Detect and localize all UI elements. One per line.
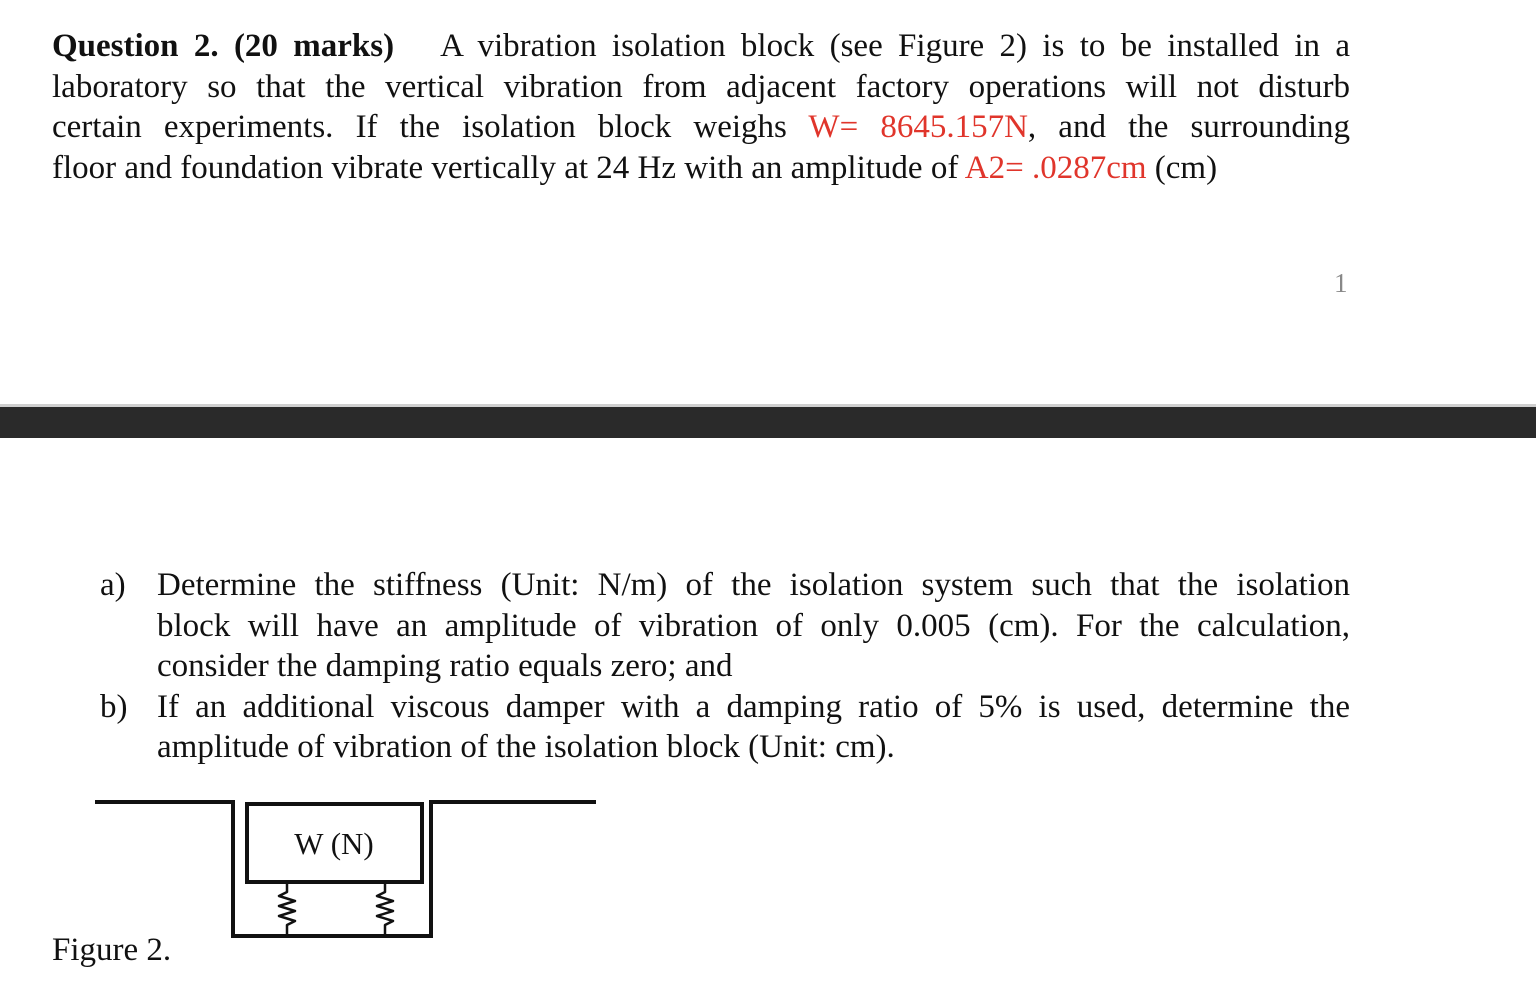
question-line-4-pre: floor and foundation vibrate vertically at 24 Hz with an amplitude of (52, 149, 959, 186)
spring-icon (279, 884, 295, 936)
part-a (100, 565, 1350, 687)
part-a-line: block will have an amplitude of vibration of only 0.005 (cm). For the calculation, (157, 607, 1350, 644)
page-number: 1 (1334, 268, 1348, 298)
amplitude-value: A2= .0287cm (964, 149, 1147, 186)
question-line-1 (52, 26, 1350, 67)
part-b-text (157, 687, 1350, 768)
question-line-3 (52, 107, 1350, 148)
part-b-marker: b) (100, 688, 128, 725)
question-line-4 (52, 148, 1350, 189)
part-b (100, 687, 1350, 768)
question-line-4-post: (cm) (1154, 149, 1218, 186)
part-b-line: If an additional viscous damper with a damping ratio of 5% is used, determine the (157, 688, 1350, 725)
question-paragraph (52, 26, 1350, 188)
question-line-1-text: A vibration isolation block (see Figure 2) is to be installed in a (440, 28, 1350, 64)
spring-icon (377, 884, 393, 936)
figure-caption: Figure 2. (52, 932, 172, 968)
figure-2-diagram (0, 780, 640, 950)
block-label: W (N) (294, 826, 374, 861)
part-a-line: Determine the stiffness (Unit: N/m) of the isolation system such that the isolation (157, 567, 1350, 603)
question-line-3-pre: certain experiments. If the isolation block weighs (52, 109, 787, 145)
question-line-2: laboratory so that the vertical vibration from adjacent factory operations will not disturb (52, 68, 1350, 105)
part-a-text (157, 565, 1350, 687)
question-heading: Question 2. (20 marks) (52, 28, 395, 64)
page-break-bar (0, 407, 1536, 438)
weight-value: W= 8645.157N (808, 109, 1028, 145)
question-parts-list (100, 565, 1350, 768)
part-a-line: consider the damping ratio equals zero; and (157, 648, 733, 684)
question-line-3-post: , and the surrounding (1027, 109, 1351, 145)
part-a-marker: a) (100, 567, 126, 603)
foundation-pit-outline (97, 802, 594, 936)
part-b-line: amplitude of vibration of the isolation block (Unit: cm). (157, 729, 895, 765)
